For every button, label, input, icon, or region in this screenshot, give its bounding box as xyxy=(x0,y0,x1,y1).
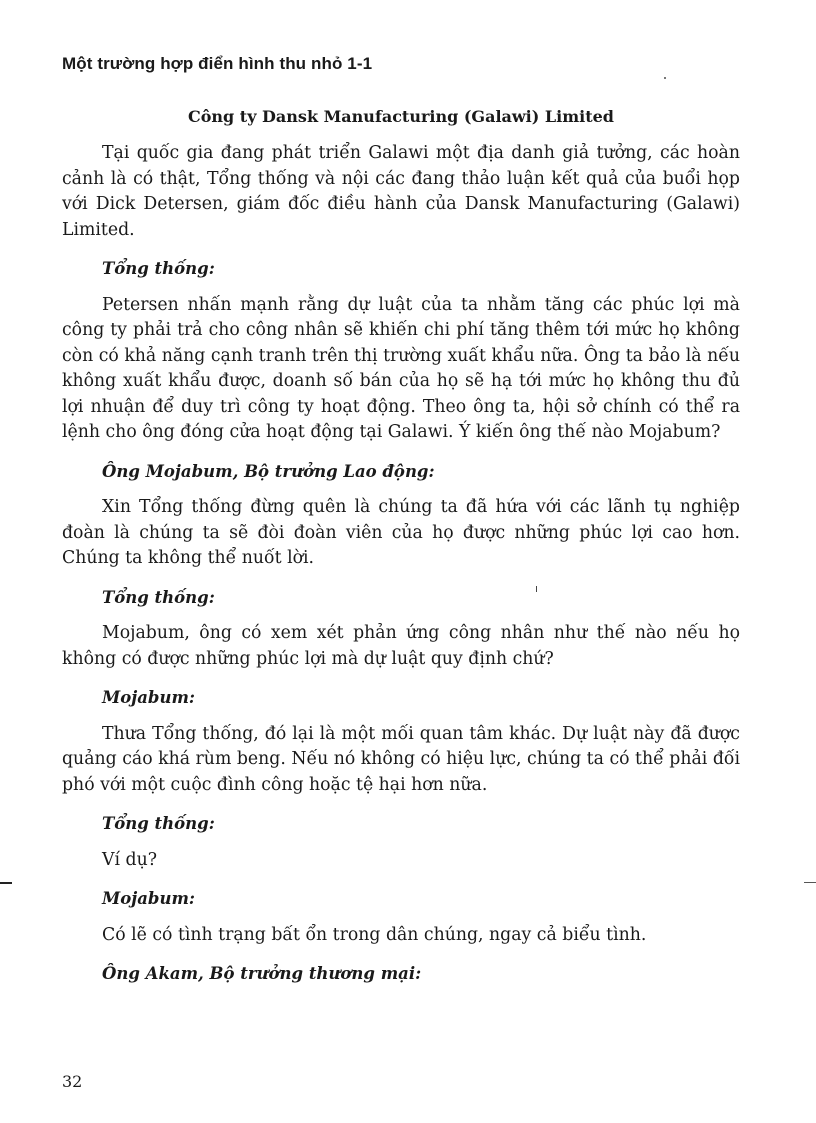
scan-speck xyxy=(536,586,537,592)
case-dialogue xyxy=(62,141,740,998)
speaker-label: Ông Mojabum, Bộ trưởng Lao động: xyxy=(102,461,435,481)
speaker-label: Tổng thống: xyxy=(102,259,215,278)
speaker-label: Mojabum: xyxy=(102,688,196,707)
dialogue-paragraph: Có lẽ có tình trạng bất ổn trong dân chúng, ngay cả biểu tình. xyxy=(102,924,647,945)
case-title: Công ty Dansk Manufacturing (Galawi) Limited xyxy=(188,107,614,126)
speaker-label: Tổng thống: xyxy=(102,587,215,607)
speaker-label: Mojabum: xyxy=(102,889,196,908)
page-number: 32 xyxy=(62,1072,83,1091)
dialogue-paragraph: Petersen nhấn mạnh rằng dự luật của ta nhằm tăng các phúc lợi mà công ty phải trả cho công nhân sẽ khiến chi phí tăng thêm tới mức họ không còn có khả năng cạnh tranh trên thị trường xuất khẩu nữa. Ông ta bảo là nếu không xuất khẩu được, doanh số bán của họ sẽ hạ tới mức họ không thu đủ lợi nhuận để duy trì công ty hoạt động. Theo ông ta, hội sở chính có thể ra lệnh cho ông đóng cửa hoạt động tại Galawi. Ý kiến ông thế nào Mojabum? xyxy=(62,294,740,442)
scan-speck xyxy=(664,77,666,79)
dialogue-paragraph: Thưa Tổng thống, đó lại là một mối quan tâm khác. Dự luật này đã được quảng cáo khá rùm beng. Nếu nó không có hiệu lực, chúng ta có thể phải đối phó với một cuộc đình công hoặc tệ hại hơn nữa. xyxy=(62,723,740,795)
intro-paragraph: Tại quốc gia đang phát triển Galawi một địa danh giả tưởng, các hoàn cảnh là có thật, Tổng thống và nội các đang thảo luận kết quả của buổi họp với Dick Detersen, giám đốc điều hành của Dansk Manufacturing (Galawi) Limited. xyxy=(62,143,740,240)
speaker-label: Tổng thống: xyxy=(102,814,215,833)
scan-margin-mark xyxy=(804,882,816,883)
speaker-label: Ông Akam, Bộ trưởng thương mại: xyxy=(102,964,422,983)
dialogue-paragraph: Mojabum, ông có xem xét phản ứng công nhân như thế nào nếu họ không có được những phúc lợi mà dự luật quy định chứ? xyxy=(62,623,740,669)
dialogue-paragraph: Ví dụ? xyxy=(102,849,157,870)
scan-margin-mark xyxy=(0,882,12,884)
section-title: Một trường hợp điển hình thu nhỏ 1-1 xyxy=(62,54,373,73)
dialogue-paragraph: Xin Tổng thống đừng quên là chúng ta đã hứa với các lãnh tụ nghiệp đoàn là chúng ta sẽ đòi đoàn viên của họ được những phúc lợi cao hơn. Chúng ta không thể nuốt lời. xyxy=(62,497,740,568)
